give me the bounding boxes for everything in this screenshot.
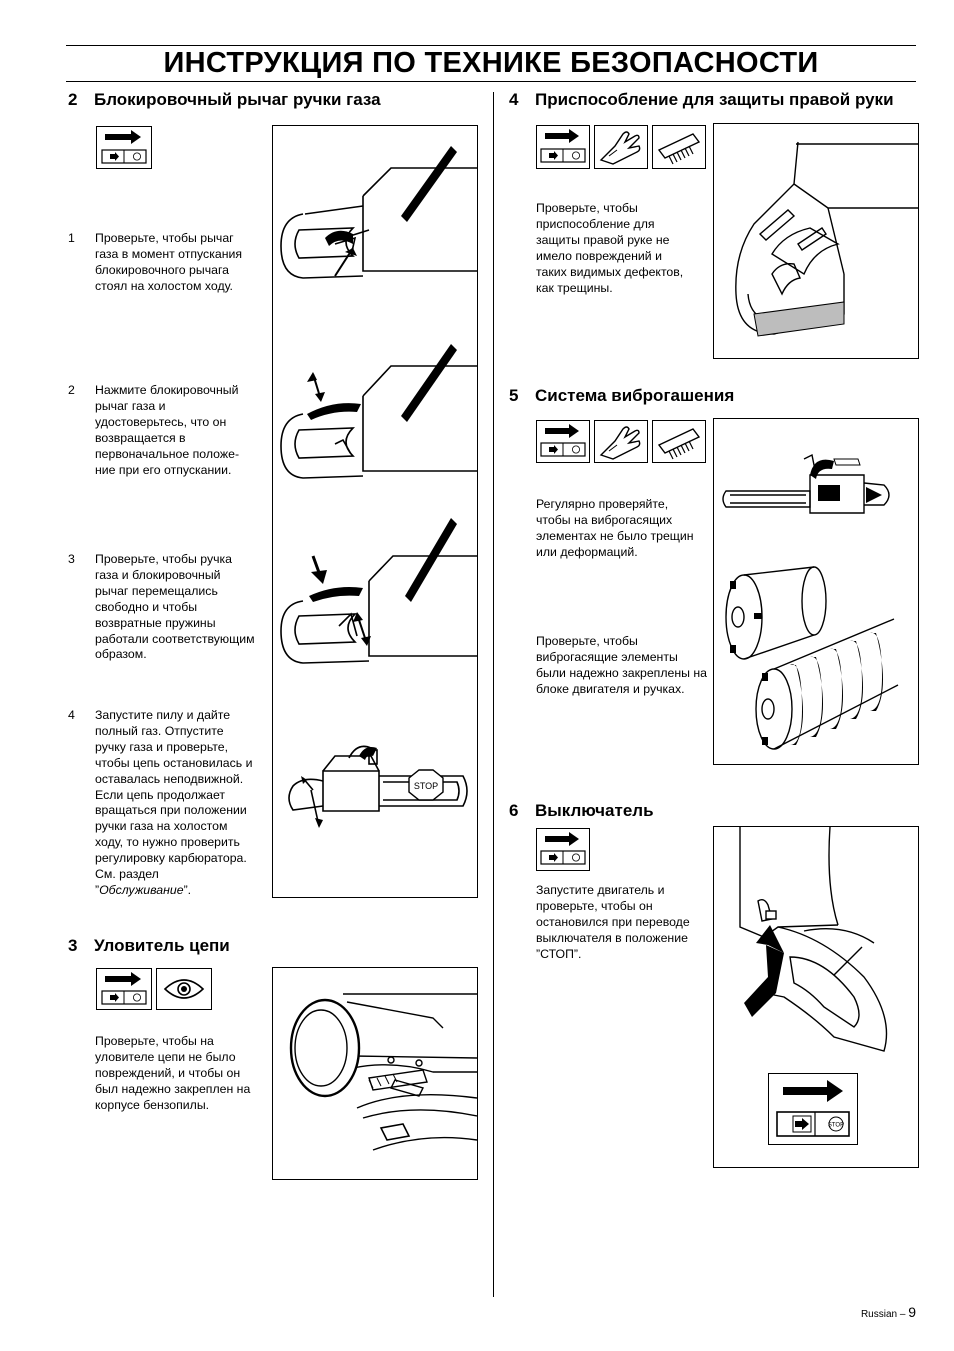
brush-icon [652, 125, 706, 169]
check-symbol-icon [536, 125, 590, 169]
anti-vibration-figure [713, 418, 919, 765]
throttle-lockout-figure [272, 125, 478, 898]
step-4-text [95, 708, 252, 899]
step-3-number: 3 [68, 552, 75, 566]
section-2-heading [68, 89, 381, 111]
step-3-text: Проверьте, чтобы ручка газа и блокировочный рычаг перемещались свободно и чтобы возвратные пружины работали соответствующим образом. [95, 552, 255, 662]
glove-icon [594, 420, 648, 463]
header-bottom-rule [66, 81, 916, 82]
stop-switch-symbol-icon [768, 1073, 858, 1145]
step-4-ref-close: ”. [183, 882, 192, 897]
stop-symbol-label: STOP [827, 1122, 845, 1129]
step-2-text: Нажмите блокировочный рычаг газа и удостоверьтесь, что он возвращается в первоначальное положе- ние при его отпускании. [95, 383, 240, 477]
section-5-text-2: Проверьте, чтобы виброгасящие элементы были надежно закреплены на блоке двигателя и ручках. [536, 634, 708, 696]
section-title: Приспособление для защиты правой руки [535, 90, 894, 109]
chain-catcher-figure [272, 967, 478, 1180]
eye-inspect-icon [156, 968, 212, 1010]
section-number: 5 [509, 386, 519, 405]
section-number: 6 [509, 801, 519, 820]
column-divider [493, 92, 494, 1297]
stop-sign-label: STOP [413, 781, 439, 791]
check-symbol-icon [96, 968, 152, 1010]
step-4-body: Запустите пилу и дайте полный газ. Отпустите ручку газа и проверьте, чтобы цепь остановилась и оставалась неподвижной. Если цепь продолжает вращаться при положении ручки газа на холостом ходу, то нужно проверить регулировку карбюратора. См. раздел [95, 708, 253, 882]
page-number: 9 [908, 1304, 916, 1320]
step-4-ref-open: ” [95, 882, 100, 897]
section-5-text-1: Регулярно проверяйте, чтобы на виброгасящих элементах не было трещин или деформаций. [536, 497, 694, 559]
step-2-number: 2 [68, 383, 75, 397]
section-title: Блокировочный рычаг ручки газа [94, 90, 381, 109]
step-4-number: 4 [68, 708, 75, 722]
check-symbol-icon [536, 420, 590, 463]
section-6-heading [509, 800, 654, 822]
section-3-text: Проверьте, чтобы на уловителе цепи не было повреждений, и чтобы он был надежно закреплен на корпусе бензопилы. [95, 1034, 251, 1112]
section-title: Выключатель [535, 801, 654, 820]
check-symbol-icon [96, 126, 152, 169]
step-1-text: Проверьте, чтобы рычаг газа в момент отпускания блокировочного рычага стоял на холостом ходу. [95, 231, 243, 293]
section-number: 2 [68, 90, 78, 109]
section-title: Уловитель цепи [94, 936, 230, 955]
step-1-number: 1 [68, 231, 75, 245]
page-footer [861, 1304, 916, 1320]
section-3-heading [68, 935, 230, 957]
section-5-heading [509, 385, 734, 407]
section-6-text: Запустите двигатель и проверьте, чтобы он остановился при переводе выключателя в положение ”СТОП”. [536, 883, 690, 961]
section-number: 3 [68, 936, 78, 955]
brush-icon [652, 420, 706, 463]
section-title: Система виброгашения [535, 386, 735, 405]
section-4-heading [509, 89, 894, 111]
section-number: 4 [509, 90, 519, 109]
glove-icon [594, 125, 648, 169]
hand-guard-figure [713, 123, 919, 359]
page-title: ИНСТРУКЦИЯ ПО ТЕХНИКЕ БЕЗОПАСНОСТИ [163, 47, 819, 79]
maintenance-reference: Обслуживание [99, 882, 184, 897]
section-4-text: Проверьте, чтобы приспособление для защиты правой руке не имело повреждений и таких видимых дефектов, как трещины. [536, 201, 684, 295]
footer-language: Russian – [860, 1309, 906, 1320]
check-symbol-icon [536, 828, 590, 871]
